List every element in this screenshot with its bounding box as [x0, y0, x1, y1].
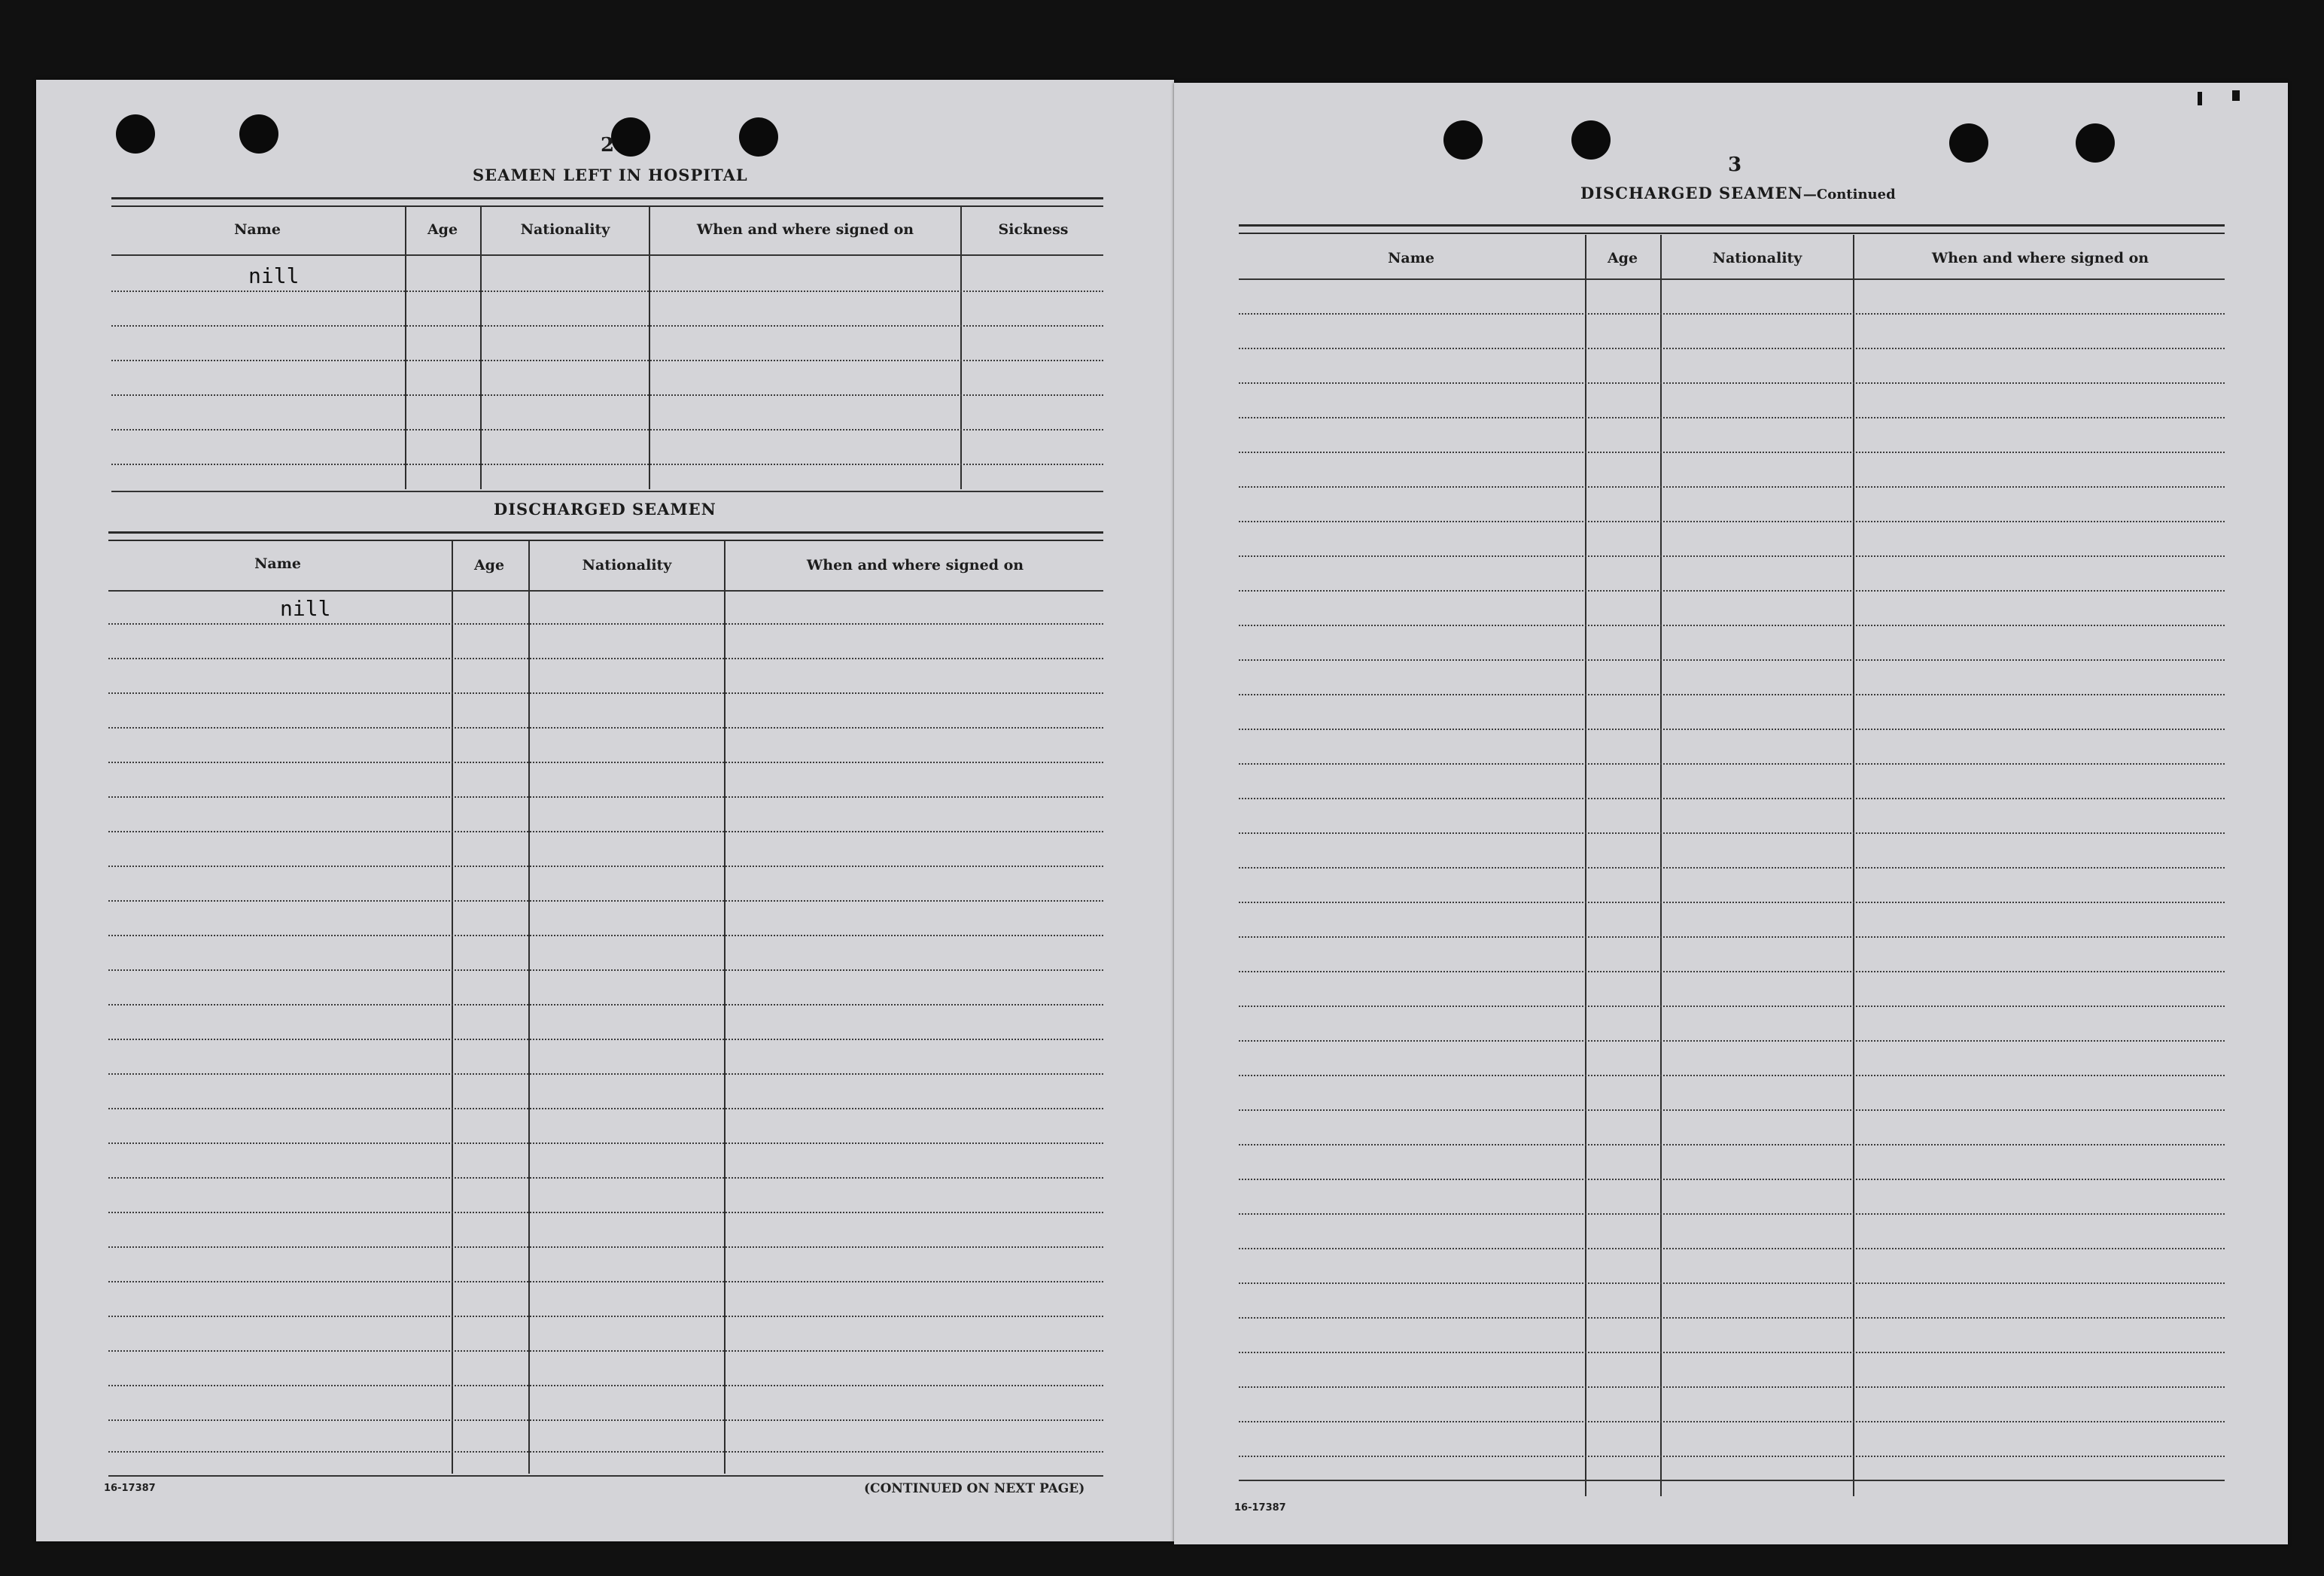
page-number: 3 [1728, 154, 1742, 176]
col-header-age: Age [1607, 250, 1638, 266]
col-header-nationality: Nationality [582, 557, 672, 574]
hospital-section-title: SEAMEN LEFT IN HOSPITAL [473, 166, 748, 184]
col-header-age: Age [473, 557, 505, 574]
binder-hole [1443, 120, 1483, 160]
page-number: 2 [601, 134, 615, 157]
hospital-entry-name: nill [248, 263, 300, 288]
col-header-signed-on: When and where signed on [1931, 250, 2149, 266]
col-header-name: Name [234, 221, 281, 238]
col-header-sickness: Sickness [998, 221, 1069, 238]
section-title-text: DISCHARGED SEAMEN [1580, 184, 1803, 202]
binder-hole [2076, 123, 2115, 163]
discharged-section-title: DISCHARGED SEAMEN [494, 500, 716, 519]
col-header-age: Age [427, 221, 458, 238]
col-header-name: Name [254, 555, 301, 572]
binder-hole [1949, 123, 1988, 163]
col-header-signed-on: When and where signed on [806, 557, 1024, 574]
col-header-signed-on: When and where signed on [696, 221, 914, 238]
discharged-continued-table [1239, 224, 2225, 1504]
col-header-nationality: Nationality [520, 221, 610, 238]
form-code: 16-17387 [1234, 1502, 1286, 1514]
discharged-table [108, 531, 1103, 1502]
right-page [1174, 83, 2288, 1544]
discharged-entry-name: nill [280, 596, 331, 621]
binder-hole [116, 114, 155, 154]
continued-note: (CONTINUED ON NEXT PAGE) [864, 1481, 1085, 1496]
section-title-suffix: —Continued [1802, 187, 1896, 202]
binder-hole [239, 114, 278, 154]
form-code: 16-17387 [104, 1483, 156, 1494]
binder-hole [1571, 120, 1611, 160]
col-header-nationality: Nationality [1712, 250, 1802, 266]
page-edge-mark [2198, 92, 2202, 105]
left-page [36, 80, 1174, 1541]
col-header-name: Name [1388, 250, 1434, 266]
binder-hole [611, 117, 650, 157]
binder-hole [739, 117, 778, 157]
page-edge-mark [2232, 90, 2240, 101]
discharged-continued-title [1580, 184, 1896, 202]
